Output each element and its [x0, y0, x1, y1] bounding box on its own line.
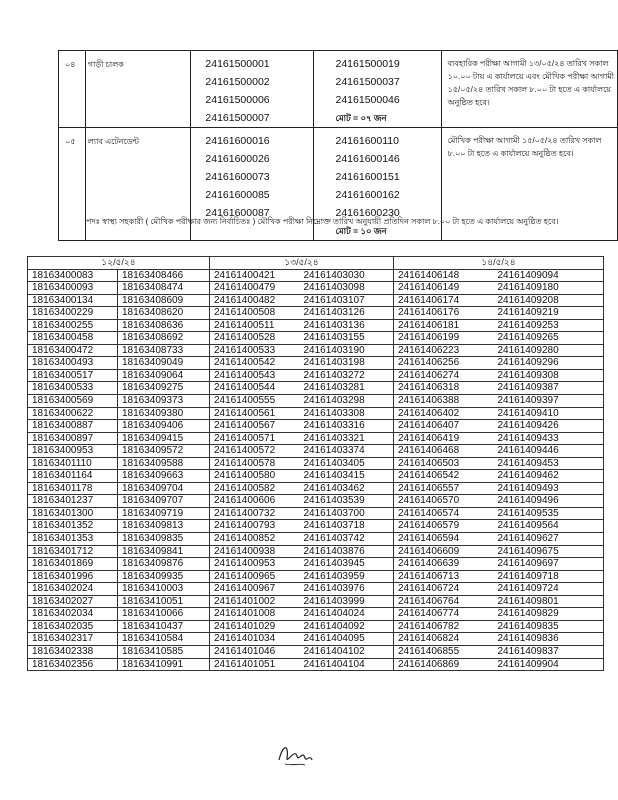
roll-cell: 24161400578	[210, 457, 300, 470]
roll-cell: 24161406174	[394, 294, 494, 307]
roll-cell: 24161409094	[494, 269, 604, 282]
roll-row	[28, 545, 604, 558]
roll-cell: 18163409704	[118, 482, 210, 495]
roll-cell: 24161409219	[494, 307, 604, 320]
roll-row	[28, 319, 604, 332]
roll-cell: 24161406223	[394, 344, 494, 357]
roll-cell: 24161409718	[494, 570, 604, 583]
roll-cell: 24161403462	[300, 482, 394, 495]
roll-cell: 24161403098	[300, 282, 394, 295]
roll-cell: 24161400482	[210, 294, 300, 307]
roll-cell: 24161406609	[394, 545, 494, 558]
roll-cell: 18163401353	[28, 533, 118, 546]
roll-cell: 18163400229	[28, 307, 118, 320]
roll-cell: 24161406318	[394, 382, 494, 395]
roll-row	[28, 595, 604, 608]
vacancy-table	[58, 50, 618, 241]
roll-cell: 24161403405	[300, 457, 394, 470]
roll-cell: 24161409387	[494, 382, 604, 395]
roll-cell: 24161400582	[210, 482, 300, 495]
roll-cell: 24161403999	[300, 595, 394, 608]
roll-cell: 24161403298	[300, 395, 394, 408]
roll-cell: 24161400533	[210, 344, 300, 357]
roll-row	[28, 457, 604, 470]
roll-cell: 18163401237	[28, 495, 118, 508]
roll-cell: 18163402024	[28, 583, 118, 596]
roll-row	[28, 282, 604, 295]
roll-cell: 24161406149	[394, 282, 494, 295]
roll-cell: 18163409380	[118, 407, 210, 420]
roll-cell: 18163400953	[28, 445, 118, 458]
roll-cell: 18163401110	[28, 457, 118, 470]
roll-cell: 24161403945	[300, 558, 394, 571]
roll-cell: 24161406579	[394, 520, 494, 533]
roll-cell: 24161403976	[300, 583, 394, 596]
total-count: মোট = ১০ জন	[335, 226, 387, 236]
roll-row	[28, 570, 604, 583]
roll-cell: 18163409813	[118, 520, 210, 533]
roll-row	[28, 658, 604, 671]
roll-cell: 24161403374	[300, 445, 394, 458]
roll-number: 24161600110	[335, 135, 399, 147]
roll-cell: 24161409433	[494, 432, 604, 445]
roll-cell: 18163401300	[28, 507, 118, 520]
roll-cell: 24161409535	[494, 507, 604, 520]
roll-cell: 24161409904	[494, 658, 604, 671]
roll-cell: 18163409572	[118, 445, 210, 458]
exam-note-cell: মৌখিক পরীক্ষা আগামী ১৫/০৫/২৪ তারিখ সকাল ৮.০০ টা হতে এ কার্যালয়ে অনুষ্ঠিত হবে।	[441, 128, 617, 241]
roll-cell: 24161401008	[210, 608, 300, 621]
roll-cell: 24161409280	[494, 344, 604, 357]
roll-cell: 18163402356	[28, 658, 118, 671]
roll-cell: 24161406724	[394, 583, 494, 596]
roll-cell: 18163410051	[118, 595, 210, 608]
serial-cell: ০৫	[59, 128, 86, 241]
roll-cell: 18163408474	[118, 282, 210, 295]
roll-cell: 24161409410	[494, 407, 604, 420]
roll-cell: 24161400965	[210, 570, 300, 583]
roll-cell: 24161406774	[394, 608, 494, 621]
roll-cell: 24161403126	[300, 307, 394, 320]
total-count: মোট = ০৭ জন	[335, 113, 387, 123]
roll-cell: 18163410066	[118, 608, 210, 621]
roll-cell: 18163400255	[28, 319, 118, 332]
roll-row	[28, 420, 604, 433]
roll-cell: 24161400572	[210, 445, 300, 458]
roll-number: 24161600162	[335, 189, 400, 201]
roll-cell: 24161409801	[494, 595, 604, 608]
roll-cell: 24161409724	[494, 583, 604, 596]
roll-cell: 18163400887	[28, 420, 118, 433]
roll-cell: 18163409049	[118, 357, 210, 370]
roll-cell: 18163410003	[118, 583, 210, 596]
roll-cell: 18163409275	[118, 382, 210, 395]
roll-cell: 18163400569	[28, 395, 118, 408]
roll-row	[28, 369, 604, 382]
roll-row	[28, 608, 604, 621]
roll-number: 24161600146	[335, 153, 400, 165]
roll-cell: 18163400493	[28, 357, 118, 370]
roll-cell: 24161406542	[394, 470, 494, 483]
roll-cell: 24161401034	[210, 633, 300, 646]
roll-cell: 18163409415	[118, 432, 210, 445]
roll-cell: 24161400421	[210, 269, 300, 282]
roll-cell: 24161406176	[394, 307, 494, 320]
roll-cell: 24161409697	[494, 558, 604, 571]
roll-number: 24161500006	[205, 94, 270, 106]
roll-cell: 24161400479	[210, 282, 300, 295]
roll-cell: 18163409406	[118, 420, 210, 433]
roll-row	[28, 583, 604, 596]
roll-cell: 18163408636	[118, 319, 210, 332]
roll-cell: 18163400458	[28, 332, 118, 345]
roll-cell: 24161406468	[394, 445, 494, 458]
roll-number: 24161500007	[205, 112, 270, 124]
roll-cell: 24161409208	[494, 294, 604, 307]
vacancy-row	[59, 51, 618, 128]
roll-cell: 24161403718	[300, 520, 394, 533]
roll-cell: 24161403272	[300, 369, 394, 382]
roll-cell: 24161400571	[210, 432, 300, 445]
roll-cell: 24161400580	[210, 470, 300, 483]
roll-cell: 24161403539	[300, 495, 394, 508]
roll-cell: 18163409373	[118, 395, 210, 408]
roll-cell: 24161403281	[300, 382, 394, 395]
roll-cell: 24161400606	[210, 495, 300, 508]
roll-cell: 18163409841	[118, 545, 210, 558]
roll-cell: 18163409719	[118, 507, 210, 520]
roll-cell: 24161400852	[210, 533, 300, 546]
roll-cell: 24161406407	[394, 420, 494, 433]
roll-row	[28, 633, 604, 646]
roll-cell: 24161406402	[394, 407, 494, 420]
roll-cell: 24161400732	[210, 507, 300, 520]
serial-cell: ০৪	[59, 51, 86, 128]
roll-cell: 24161409426	[494, 420, 604, 433]
roll-cell: 24161403136	[300, 319, 394, 332]
roll-cell: 18163401869	[28, 558, 118, 571]
roll-cell: 18163401164	[28, 470, 118, 483]
roll-cell: 18163402338	[28, 645, 118, 658]
roll-cell: 24161400543	[210, 369, 300, 382]
roll-cell: 24161406855	[394, 645, 494, 658]
roll-cell: 24161400542	[210, 357, 300, 370]
roll-cell: 24161409265	[494, 332, 604, 345]
roll-cell: 24161409829	[494, 608, 604, 621]
roll-number: 24161600230	[335, 207, 400, 219]
roll-row	[28, 482, 604, 495]
roll-cell: 18163408466	[118, 269, 210, 282]
roll-cell: 18163400134	[28, 294, 118, 307]
roll-cell: 24161406713	[394, 570, 494, 583]
roll-cell: 24161400938	[210, 545, 300, 558]
roll-number: 24161500037	[335, 76, 400, 88]
roll-cell: 18163400533	[28, 382, 118, 395]
roll-number: 24161600087	[205, 207, 270, 219]
roll-cell: 18163408692	[118, 332, 210, 345]
roll-cell: 24161403155	[300, 332, 394, 345]
roll-cell: 24161409397	[494, 395, 604, 408]
roll-cell: 18163408733	[118, 344, 210, 357]
roll-cell: 24161404095	[300, 633, 394, 646]
roll-cell: 24161404104	[300, 658, 394, 671]
roll-cell: 24161400953	[210, 558, 300, 571]
roll-cell: 24161403959	[300, 570, 394, 583]
roll-cell: 24161409564	[494, 520, 604, 533]
roll-cell: 24161406148	[394, 269, 494, 282]
roll-cell: 24161400511	[210, 319, 300, 332]
roll-row	[28, 407, 604, 420]
roll-cell: 24161400793	[210, 520, 300, 533]
roll-cell: 18163410991	[118, 658, 210, 671]
roll-number: 24161600016	[205, 135, 270, 147]
roll-cell: 18163409663	[118, 470, 210, 483]
roll-cell: 24161406639	[394, 558, 494, 571]
signature	[275, 740, 315, 768]
roll-cell: 24161403030	[300, 269, 394, 282]
roll-row	[28, 269, 604, 282]
roll-cell: 24161409296	[494, 357, 604, 370]
roll-cell: 24161409493	[494, 482, 604, 495]
roll-row	[28, 645, 604, 658]
roll-row	[28, 395, 604, 408]
roll-cell: 18163401352	[28, 520, 118, 533]
roll-number-table	[27, 256, 604, 671]
roll-cell: 18163410437	[118, 620, 210, 633]
roll-cell: 24161406824	[394, 633, 494, 646]
roll-row	[28, 344, 604, 357]
roll-row	[28, 470, 604, 483]
roll-cell: 18163410584	[118, 633, 210, 646]
roll-cell: 24161409496	[494, 495, 604, 508]
roll-cell: 24161406557	[394, 482, 494, 495]
roll-cell: 18163409835	[118, 533, 210, 546]
roll-cell: 24161406388	[394, 395, 494, 408]
roll-row	[28, 620, 604, 633]
roll-cell: 18163408609	[118, 294, 210, 307]
post-name-cell: ল্যাব এটেনডেন্ট	[85, 128, 191, 241]
roll-cell: 24161406199	[394, 332, 494, 345]
roll-number: 24161500001	[205, 58, 270, 70]
roll-cell: 24161403321	[300, 432, 394, 445]
roll-cell: 18163400622	[28, 407, 118, 420]
roll-cell: 24161403107	[300, 294, 394, 307]
roll-number: 24161500046	[335, 94, 400, 106]
roll-cell: 18163401178	[28, 482, 118, 495]
roll-cell: 24161400561	[210, 407, 300, 420]
roll-number: 24161600085	[205, 189, 270, 201]
roll-row	[28, 507, 604, 520]
roll-cell: 18163410585	[118, 645, 210, 658]
roll-cell: 24161404024	[300, 608, 394, 621]
roll-cell: 18163400093	[28, 282, 118, 295]
roll-cell: 24161400544	[210, 382, 300, 395]
roll-cell: 24161401029	[210, 620, 300, 633]
roll-cell: 24161409675	[494, 545, 604, 558]
date-header: ১২/৫/২৪	[28, 257, 210, 270]
roll-cell: 24161406419	[394, 432, 494, 445]
roll-cell: 24161406256	[394, 357, 494, 370]
roll-cell: 24161409446	[494, 445, 604, 458]
roll-cell: 24161406274	[394, 369, 494, 382]
roll-row	[28, 520, 604, 533]
date-header: ১৩/৫/২৪	[210, 257, 394, 270]
roll-row	[28, 307, 604, 320]
date-header: ১৪/৫/২৪	[394, 257, 604, 270]
roll-cell: 24161406594	[394, 533, 494, 546]
roll-cell: 18163409707	[118, 495, 210, 508]
roll-cell: 18163402317	[28, 633, 118, 646]
roll-number: 24161500002	[205, 76, 270, 88]
roll-cell: 24161403198	[300, 357, 394, 370]
roll-cell: 18163402027	[28, 595, 118, 608]
roll-number: 24161600026	[205, 153, 270, 165]
roll-cell: 24161406869	[394, 658, 494, 671]
roll-cell: 24161409308	[494, 369, 604, 382]
roll-number: 24161500019	[335, 58, 400, 70]
roll-cell: 18163400897	[28, 432, 118, 445]
roll-cell: 18163400083	[28, 269, 118, 282]
roll-row	[28, 294, 604, 307]
roll-number: 24161600073	[205, 171, 270, 183]
roll-list-cell	[191, 51, 313, 128]
roll-cell: 24161409180	[494, 282, 604, 295]
roll-cell: 18163409064	[118, 369, 210, 382]
roll-cell: 24161403308	[300, 407, 394, 420]
roll-cell: 24161400555	[210, 395, 300, 408]
exam-note-cell: ব্যবহারিক পরীক্ষা আগামী ১৩/০৫/২৪ তারিখ সকাল ১০.০০ টায় এ কার্যালয়ে এবং মৌখিক পরীক্ষা আগামী ১৫/০৫/২৪ তারিখ সকাল ৮.০০ টা হতে এ কার্যালয়ে অনুষ্ঠিত হবে।	[441, 51, 617, 128]
roll-cell: 18163401996	[28, 570, 118, 583]
roll-cell: 18163409876	[118, 558, 210, 571]
roll-cell: 18163409935	[118, 570, 210, 583]
roll-cell: 24161409835	[494, 620, 604, 633]
roll-cell: 24161403190	[300, 344, 394, 357]
roll-cell: 18163400472	[28, 344, 118, 357]
roll-row	[28, 432, 604, 445]
post-name-cell: গাড়ী চালক	[85, 51, 191, 128]
roll-cell: 18163402034	[28, 608, 118, 621]
roll-cell: 24161409836	[494, 633, 604, 646]
roll-row	[28, 445, 604, 458]
roll-cell: 24161406574	[394, 507, 494, 520]
roll-cell: 24161400528	[210, 332, 300, 345]
roll-cell: 24161409253	[494, 319, 604, 332]
roll-cell: 24161406570	[394, 495, 494, 508]
roll-cell: 18163400517	[28, 369, 118, 382]
roll-cell: 24161403876	[300, 545, 394, 558]
roll-cell: 24161400567	[210, 420, 300, 433]
roll-cell: 24161401046	[210, 645, 300, 658]
roll-cell: 18163408620	[118, 307, 210, 320]
roll-cell: 24161409453	[494, 457, 604, 470]
roll-row	[28, 495, 604, 508]
roll-cell: 24161403415	[300, 470, 394, 483]
roll-cell: 24161409837	[494, 645, 604, 658]
roll-row	[28, 357, 604, 370]
roll-cell: 24161400508	[210, 307, 300, 320]
roll-cell: 24161404102	[300, 645, 394, 658]
date-header-row	[28, 257, 604, 270]
roll-cell: 24161406764	[394, 595, 494, 608]
roll-cell: 24161406782	[394, 620, 494, 633]
roll-cell: 24161403316	[300, 420, 394, 433]
roll-cell: 24161401051	[210, 658, 300, 671]
roll-number: 24161600151	[335, 171, 400, 183]
roll-cell: 18163401712	[28, 545, 118, 558]
roll-cell: 24161403742	[300, 533, 394, 546]
roll-row	[28, 332, 604, 345]
roll-cell: 18163402035	[28, 620, 118, 633]
roll-row	[28, 382, 604, 395]
roll-row	[28, 558, 604, 571]
roll-cell: 24161409462	[494, 470, 604, 483]
roll-cell: 24161400967	[210, 583, 300, 596]
roll-cell: 24161409627	[494, 533, 604, 546]
roll-cell: 24161406181	[394, 319, 494, 332]
roll-cell: 24161404092	[300, 620, 394, 633]
roll-cell: 24161403700	[300, 507, 394, 520]
roll-row	[28, 533, 604, 546]
roll-list-cell	[313, 51, 441, 128]
roll-cell: 24161401002	[210, 595, 300, 608]
roll-cell: 18163409588	[118, 457, 210, 470]
roll-cell: 24161406503	[394, 457, 494, 470]
health-assistant-notice: পদঃ স্বাস্থ্য সহকারী ( মৌখিক পরীক্ষার জন্য নির্বাচিতঃ ) মৌখিক পরীক্ষা নিম্নোক্ত তারিখ অনুযায়ী প্রতিদিন সকাল ৮.০০ টা হতে এ কার্যালয়ে অনুষ্ঠিত হবে।	[86, 217, 559, 226]
